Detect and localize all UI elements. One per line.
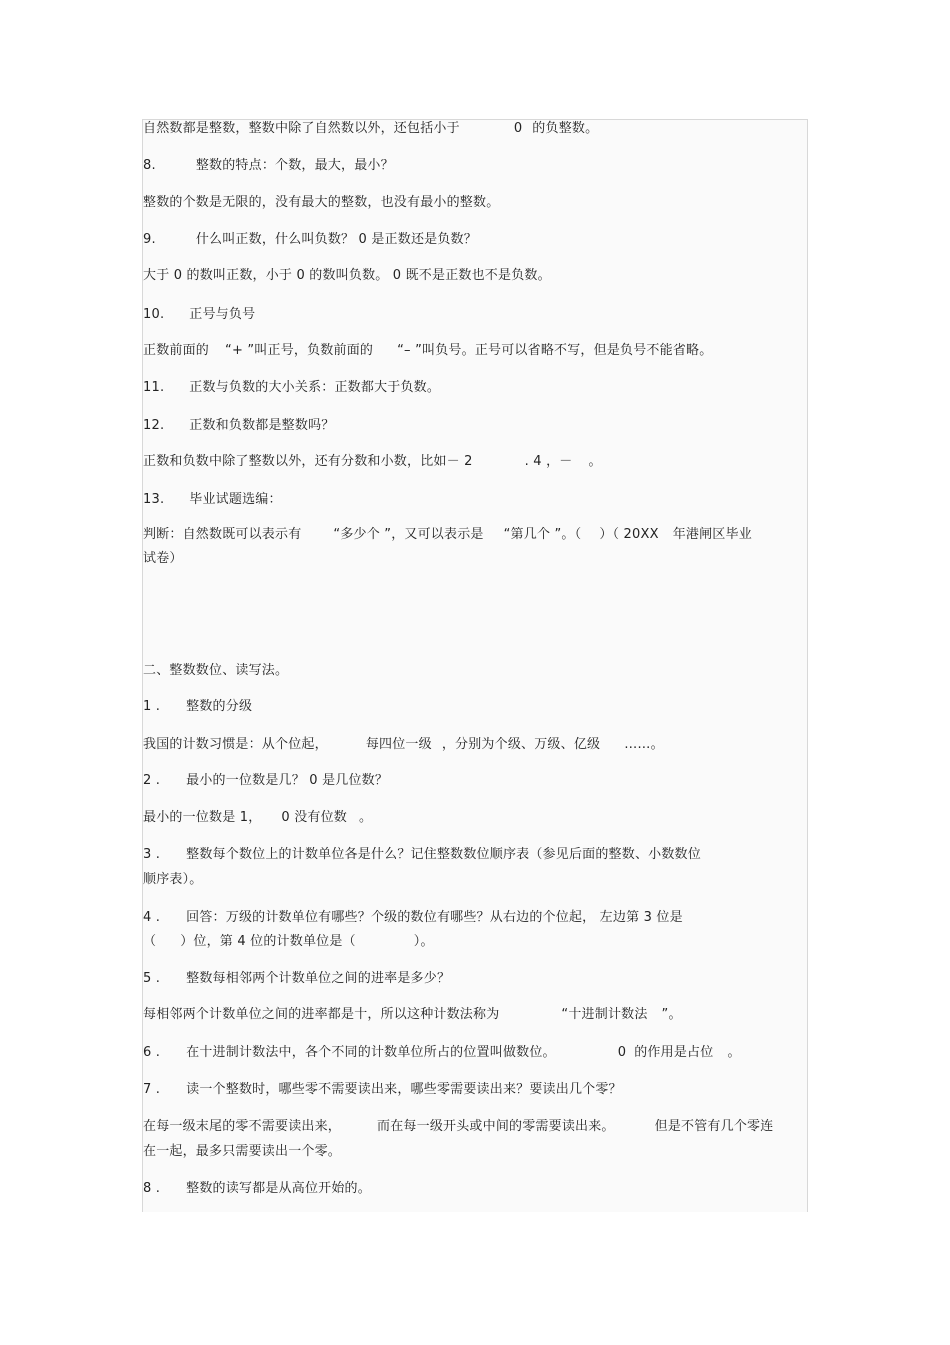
text: ”。 [661, 1007, 682, 1022]
paragraph-levels [143, 737, 664, 753]
paragraph [143, 195, 499, 211]
exam-question-cont [143, 551, 183, 567]
item-text: 正数和负数都是整数吗？ [189, 418, 335, 433]
text: 但是不管有几个零连 [654, 1119, 774, 1134]
paragraph [143, 268, 551, 284]
text: “多少个 ”，又可以表示是 [333, 527, 484, 542]
item-text: 正号与负号 [189, 307, 256, 322]
paragraph-zeros [143, 1119, 773, 1135]
text: （ [143, 934, 157, 949]
text: ）（ 20XX [599, 527, 659, 542]
text: 顺序表）。 [143, 872, 203, 887]
item-4-cont [143, 934, 434, 950]
text: 我国的计数习惯是：从个位起， [143, 737, 328, 752]
text: ……。 [624, 737, 664, 752]
item-4-heading [143, 910, 683, 926]
text: 。 [727, 1045, 741, 1060]
item-8b-heading [143, 1181, 371, 1197]
item-3-cont [143, 872, 203, 888]
text: 而在每一级开头或中间的零需要读出来。 [377, 1119, 615, 1134]
item-number: 5 . [143, 971, 161, 986]
text: 的作用是占位 [634, 1045, 714, 1060]
paragraph-negative-integers [143, 121, 598, 137]
item-text: 什么叫正数，什么叫负数？ 0 是正数还是负数？ [195, 232, 477, 247]
text: 每四位一级 [365, 737, 432, 752]
item-text: 最小的一位数是几？ 0 是几位数？ [186, 773, 389, 788]
item-text: 读一个整数时，哪些零不需要读出来，哪些零需要读出来？要读出几个零？ [186, 1082, 622, 1097]
exam-question [143, 527, 752, 543]
section-title: 二、整数数位、读写法。 [143, 663, 289, 678]
text: 。 [588, 454, 602, 469]
item-number: 2 . [143, 773, 161, 788]
item-text: 整数的分级 [186, 699, 253, 714]
text: 。 [359, 810, 373, 825]
text: “第几个 ”。（ [503, 527, 582, 542]
item-5-heading [143, 971, 450, 987]
paragraph-fractions [143, 454, 602, 470]
text: 试卷） [143, 551, 183, 566]
item-text: 整数每相邻两个计数单位之间的进率是多少？ [186, 971, 451, 986]
text: 0 [513, 121, 523, 136]
item-text: 整数的特点：个数，最大，最小？ [195, 158, 394, 173]
text: 判断：自然数既可以表示有 [143, 527, 302, 542]
item-number: 8. [143, 158, 156, 173]
text: 整数的个数是无限的，没有最大的整数，也没有最小的整数。 [143, 195, 500, 210]
text: “– ”叫负号。正号可以省略不写，但是负号不能省略。 [397, 343, 713, 358]
text: . 4 ，－ [524, 454, 573, 469]
item-text: 整数每个数位上的计数单位各是什么？记住整数数位顺序表（参见后面的整数、小数数位 [186, 847, 701, 862]
item-12-heading [143, 418, 334, 434]
text: 大于 0 的数叫正数，小于 0 的数叫负数。 0 既不是正数也不是负数。 [143, 268, 551, 283]
item-number: 4 . [143, 910, 161, 925]
paragraph-decimal [143, 1007, 682, 1023]
text: 年港闸区毕业 [672, 527, 752, 542]
text: 最小的一位数是 1， [143, 810, 262, 825]
text: ，分别为个级、万级、亿级 [441, 737, 601, 752]
item-text: 正数与负数的大小关系：正数都大于负数。 [189, 380, 441, 395]
item-text: 毕业试题选编： [189, 492, 282, 507]
item-11-heading [143, 380, 440, 396]
item-3-heading [143, 847, 701, 863]
item-number: 7 . [143, 1082, 161, 1097]
text: 的负整数。 [532, 121, 599, 136]
text: ）位，第 4 位的计数单位是（ [180, 934, 356, 949]
item-number: 10. [143, 307, 165, 322]
item-number: 9. [143, 232, 156, 247]
paragraph-zeros-cont [143, 1144, 341, 1160]
item-8-heading [143, 158, 394, 174]
text: “十进制计数法 [561, 1007, 648, 1022]
item-6 [143, 1045, 741, 1061]
item-text: 回答：万级的计数单位有哪些？个级的数位有哪些？从右边的个位起， 左边第 3 位是 [186, 910, 683, 925]
item-number: 1 . [143, 699, 161, 714]
item-13-heading [143, 492, 282, 508]
text: 0 [617, 1045, 627, 1060]
text: 正数和负数中除了整数以外，还有分数和小数，比如－ 2 [143, 454, 473, 469]
item-text: 整数的读写都是从高位开始的。 [186, 1181, 371, 1196]
item-number: 3 . [143, 847, 161, 862]
item-number: 13. [143, 492, 165, 507]
text: “+ ”叫正号，负数前面的 [225, 343, 374, 358]
item-text: 在十进制计数法中，各个不同的计数单位所占的位置叫做数位。 [186, 1045, 556, 1060]
text: 自然数都是整数，整数中除了自然数以外，还包括小于 [143, 121, 460, 136]
item-1-heading [143, 699, 252, 715]
section-heading [143, 663, 288, 679]
item-number: 8 . [143, 1181, 161, 1196]
item-number: 12. [143, 418, 165, 433]
text: 正数前面的 [143, 343, 210, 358]
item-2-heading [143, 773, 388, 789]
text: 0 没有位数 [281, 810, 348, 825]
text: 每相邻两个计数单位之间的进率都是十，所以这种计数法称为 [143, 1007, 500, 1022]
paragraph-signs [143, 343, 712, 359]
item-number: 11. [143, 380, 165, 395]
paragraph [143, 810, 372, 826]
text: ）。 [413, 934, 434, 949]
item-9-heading [143, 232, 477, 248]
item-7-heading [143, 1082, 622, 1098]
text: 在一起，最多只需要读出一个零。 [143, 1144, 342, 1159]
text: 在每一级末尾的零不需要读出来， [143, 1119, 342, 1134]
item-10-heading [143, 307, 255, 323]
item-number: 6 . [143, 1045, 161, 1060]
